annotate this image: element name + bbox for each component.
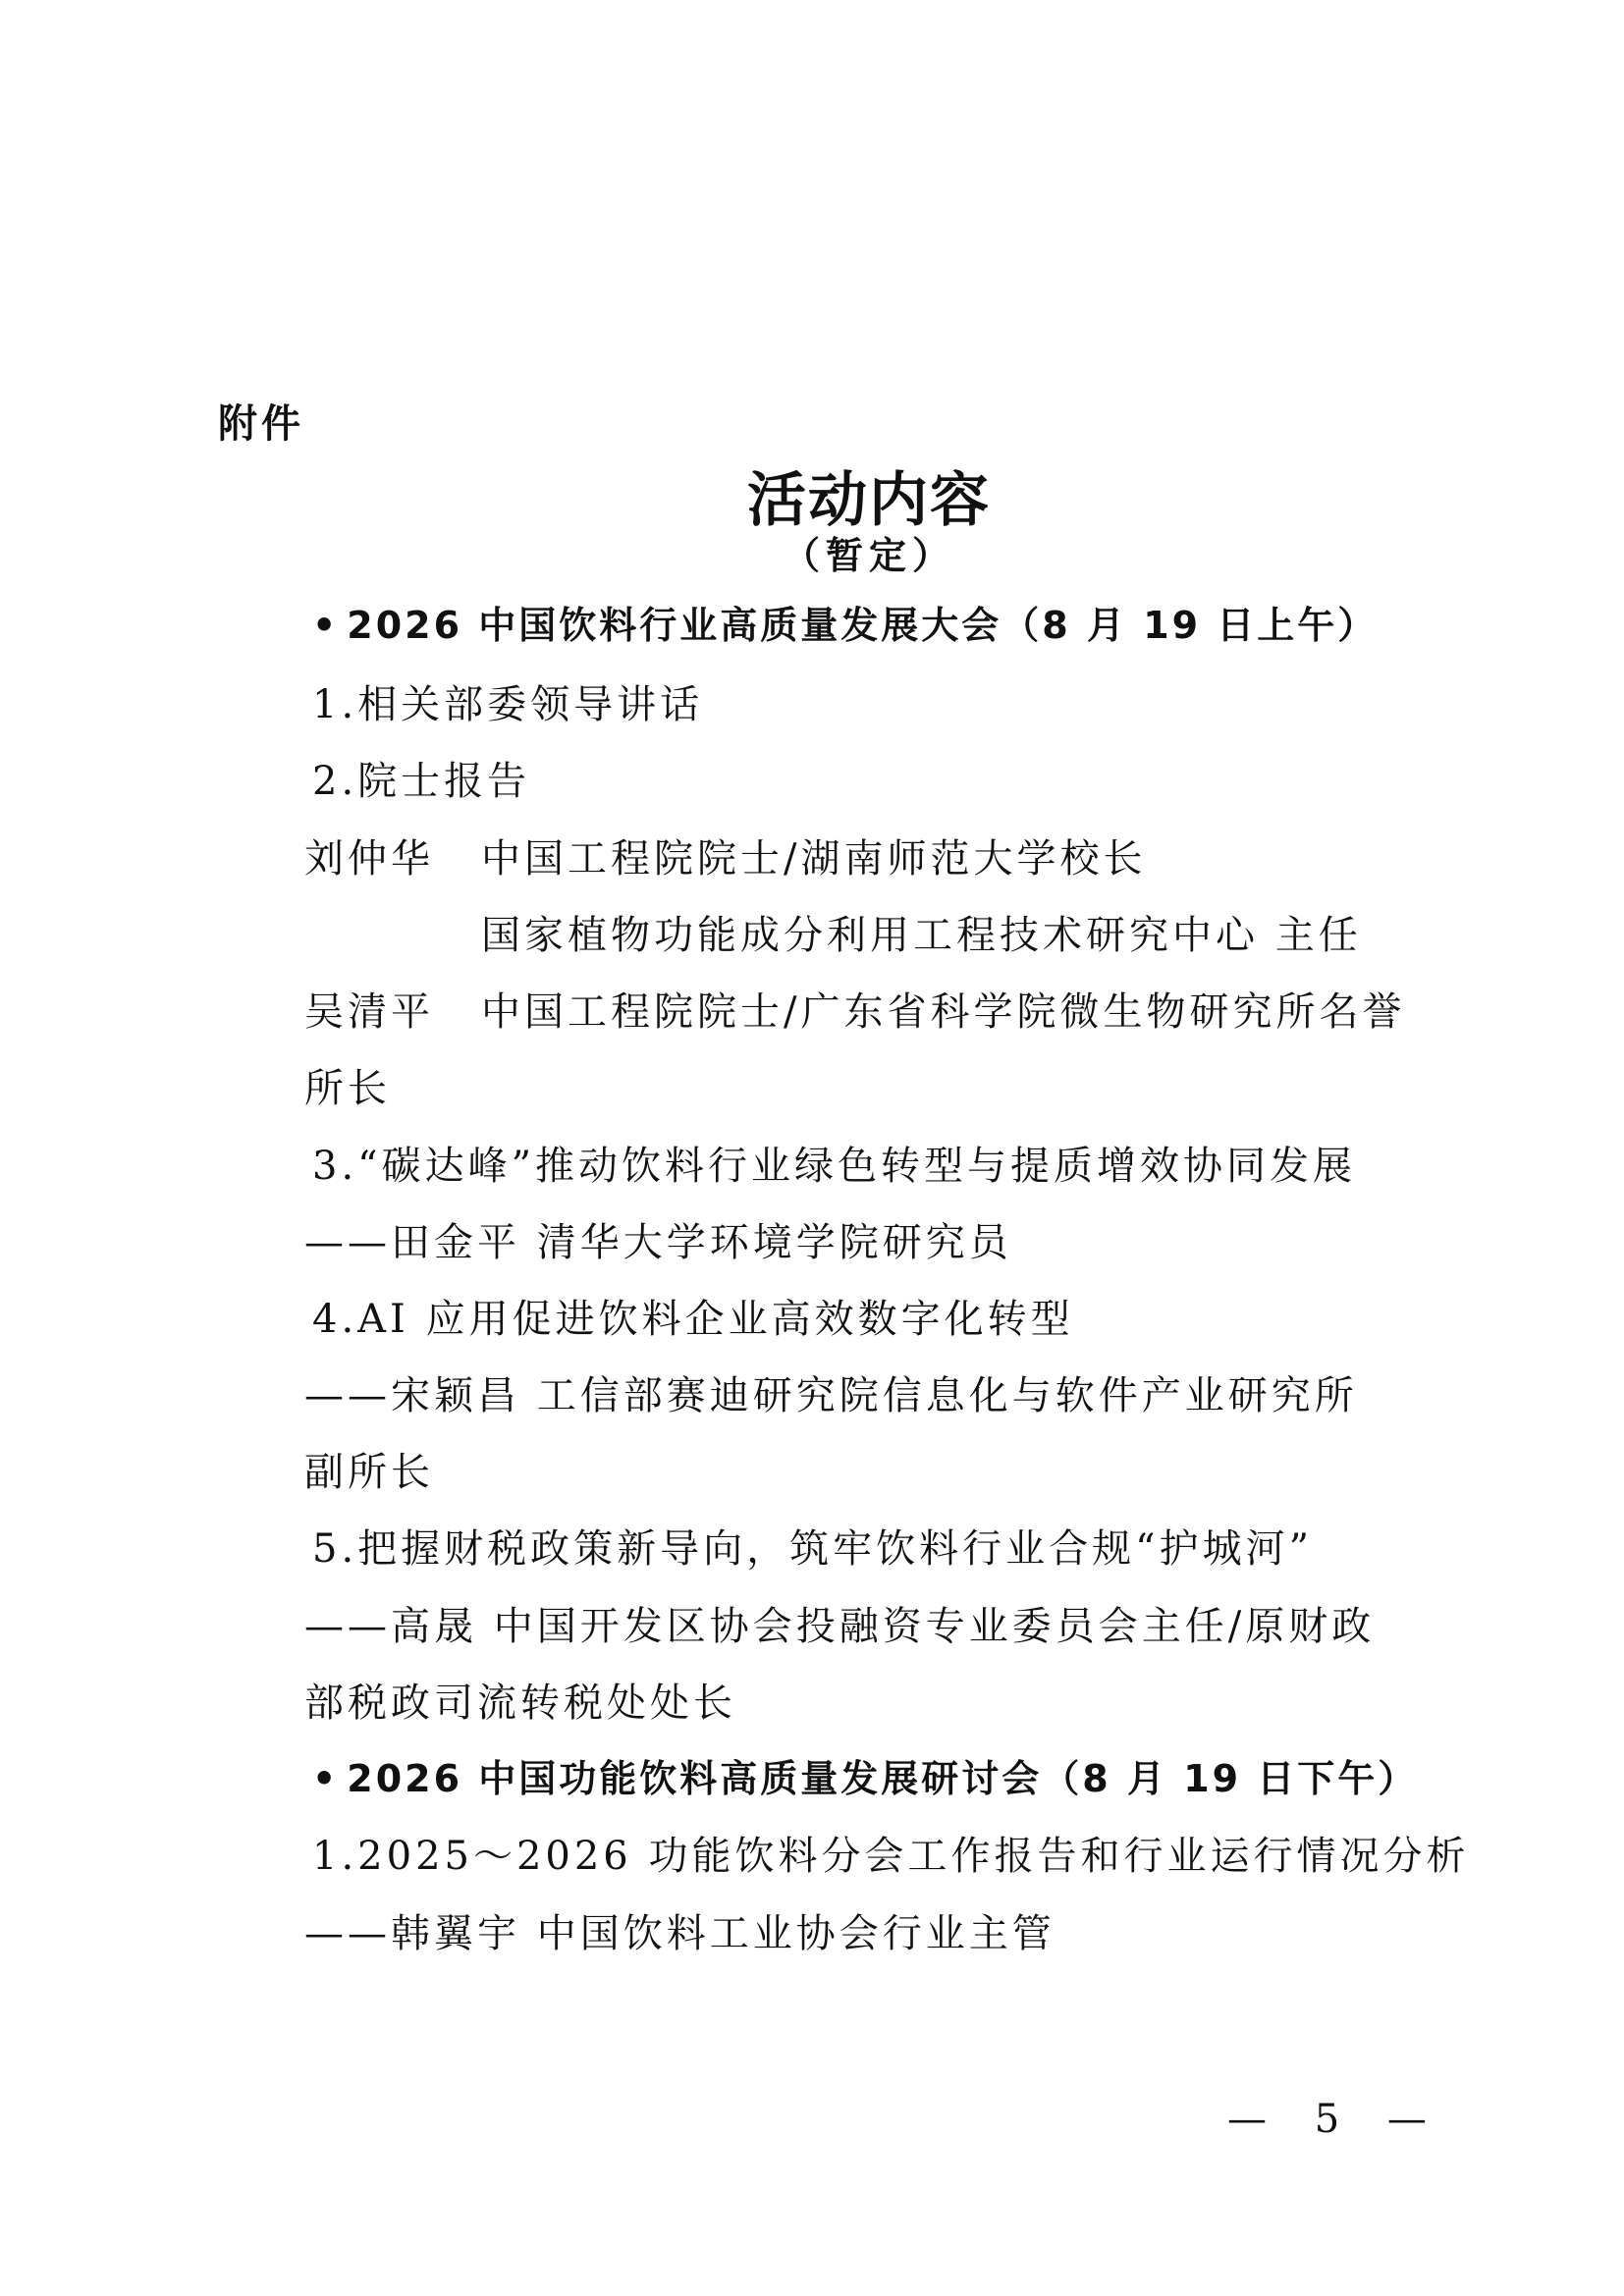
presenter-line: ——宋颖昌 工信部赛迪研究院信息化与软件产业研究所 (304, 1373, 1358, 1418)
speaker-title-continued: 所长 (304, 1066, 391, 1111)
bullet-icon: • (312, 1757, 340, 1800)
speaker-row (304, 989, 1406, 1035)
presenter-line-continued: 部税政司流转税处处长 (304, 1681, 736, 1726)
page-number: — 5 — (1227, 2097, 1444, 2142)
section-heading-text: 2026 中国功能饮料高质量发展研讨会（8 月 19 日下午） (347, 1757, 1419, 1800)
section-heading-text: 2026 中国饮料行业高质量发展大会（8 月 19 日上午） (347, 604, 1379, 647)
agenda-item-1: 1.2025～2026 功能饮料分会工作报告和行业运行情况分析 (312, 1834, 1470, 1879)
speaker-row (304, 836, 1147, 881)
speaker-title-continued: 国家植物功能成分利用工程技术研究中心 主任 (481, 913, 1362, 958)
attachment-label: 附件 (218, 401, 304, 447)
presenter-line: ——田金平 清华大学环境学院研究员 (304, 1220, 1012, 1265)
agenda-item-4: 4.AI 应用促进饮料企业高效数字化转型 (312, 1297, 1074, 1342)
presenter-line: ——韩翼宇 中国饮料工业协会行业主管 (304, 1911, 1056, 1956)
agenda-item-1: 1.相关部委领导讲话 (312, 682, 704, 727)
section-heading-1 (312, 604, 1379, 647)
agenda-item-5: 5.把握财税政策新导向，筑牢饮料行业合规“护城河” (312, 1526, 1314, 1572)
speaker-name: 刘仲华 (304, 836, 434, 881)
presenter-line: ——高晟 中国开发区协会投融资专业委员会主任/原财政 (304, 1604, 1376, 1649)
section-heading-2 (312, 1757, 1419, 1800)
speaker-name: 吴清平 (304, 989, 434, 1035)
bullet-icon: • (312, 604, 340, 647)
presenter-line-continued: 副所长 (304, 1450, 434, 1495)
page-subtitle: （暂定） (782, 534, 955, 577)
agenda-item-3: 3.“碳达峰”推动饮料行业绿色转型与提质增效协同发展 (312, 1144, 1357, 1189)
speaker-title: 中国工程院院士/湖南师范大学校长 (481, 836, 1147, 881)
agenda-item-2: 2.院士报告 (312, 759, 531, 804)
page-title: 活动内容 (747, 466, 991, 535)
speaker-title: 中国工程院院士/广东省科学院微生物研究所名誉 (481, 989, 1406, 1035)
